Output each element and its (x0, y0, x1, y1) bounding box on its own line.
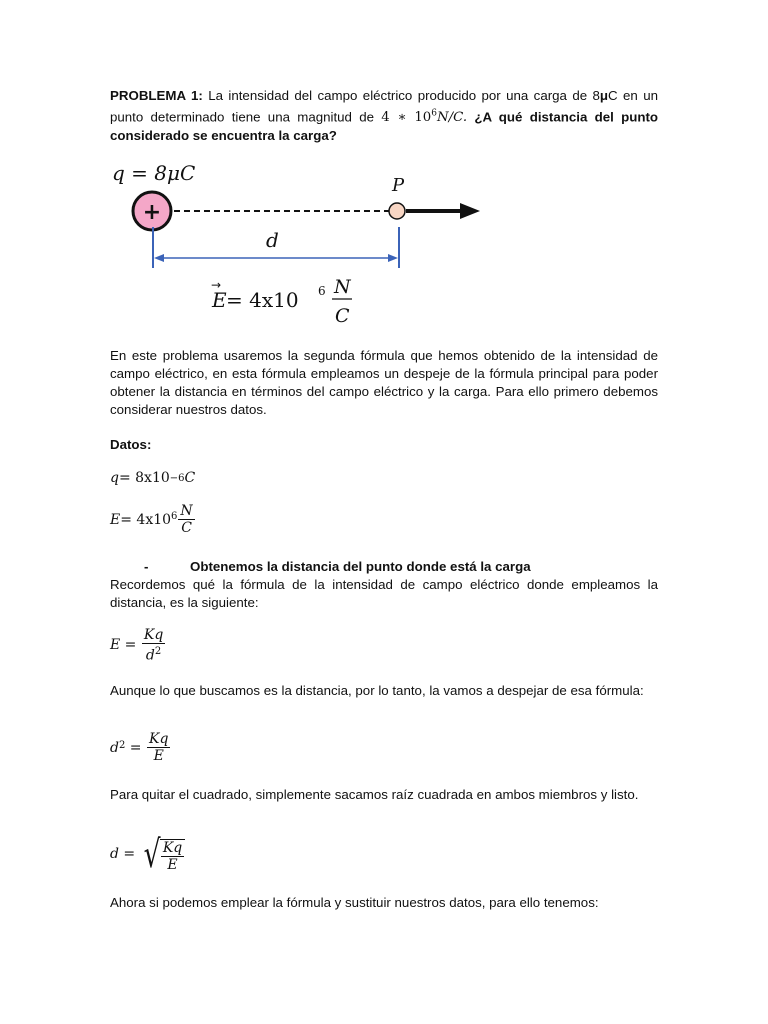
field-equation (211, 276, 352, 327)
problem-text-2: C en un punto determinado tiene una magnitud de (110, 88, 659, 125)
field-numerator: N (334, 276, 351, 298)
problem-text-1: La intensidad del campo eléctrico producido por una carga de 8 (202, 88, 600, 103)
mu-symbol: μ (599, 88, 609, 103)
field-value: = 4x10 (226, 288, 299, 312)
point-label: P (392, 175, 405, 196)
despejar-paragraph: Aunque lo que buscamos es la distancia, por lo tanto, la vamos a despejar de esa fórmula: (110, 683, 644, 698)
equation-e: E = 4x10 6 $\frac{N}{C}$ (110, 503, 193, 536)
cuadrado-paragraph: Para quitar el cuadrado, simplemente sacamos raíz cuadrada en ambos miembros y listo. (110, 787, 639, 802)
field-denominator: C (335, 305, 350, 327)
field-vector-arrow: → (211, 278, 222, 292)
point-circle (389, 203, 405, 219)
intro-paragraph: En este problema usaremos la segunda fórmula que hemos obtenido de la intensidad de campo eléctrico, en esta fórmula empleamos un despeje de la fórmula principal para poder obtener la distancia en términos del campo eléctrico y la carga. Para ello primero debemos considerar nuestros datos. (110, 348, 658, 417)
recall-paragraph: Recordemos qué la fórmula de la intensidad de campo eléctrico donde empleamos la distancia, es la siguiente: (110, 577, 658, 610)
formula-d2-kq-e: d 2 = $\frac{Kq}{E}$ (110, 731, 169, 764)
charge-label: q = 8μC (112, 161, 196, 185)
radical-symbol: √ (143, 832, 161, 876)
square-root: √ $\frac{Kq}{E}$ (140, 835, 186, 873)
step-heading: - Obtenemos la distancia del punto donde está la carga (144, 559, 531, 574)
charge-diagram (108, 155, 498, 335)
ahora-paragraph: Ahora si podemos emplear la fórmula y sustituir nuestros datos, para ello tenemos: (110, 895, 599, 910)
problem-question: ¿A qué distancia del punto considerado se encuentra la carga? (110, 109, 658, 144)
equation-q: q = 8x10 −6 C (110, 470, 196, 486)
problem-statement (110, 87, 658, 145)
field-lhs: E (212, 288, 227, 312)
charge-sign: + (142, 200, 162, 225)
field-arrow-head (460, 203, 480, 219)
distance-arrow-right (388, 254, 398, 262)
field-exponent: 6 (318, 284, 326, 298)
formula-e-kq-d2: E = $\frac{Kq}{d^2}$ (110, 627, 164, 664)
problem-label: PROBLEMA 1: (110, 88, 203, 103)
step-dash: - (144, 559, 149, 574)
distance-label: d (266, 228, 279, 252)
magnitude-value: 4 ∗ $10^6N/C$. (381, 109, 468, 126)
distance-arrow-left (154, 254, 164, 262)
formula-d-sqrt: d = √ $\frac{Kq}{E}$ (110, 835, 185, 873)
datos-heading: Datos: (110, 437, 152, 452)
